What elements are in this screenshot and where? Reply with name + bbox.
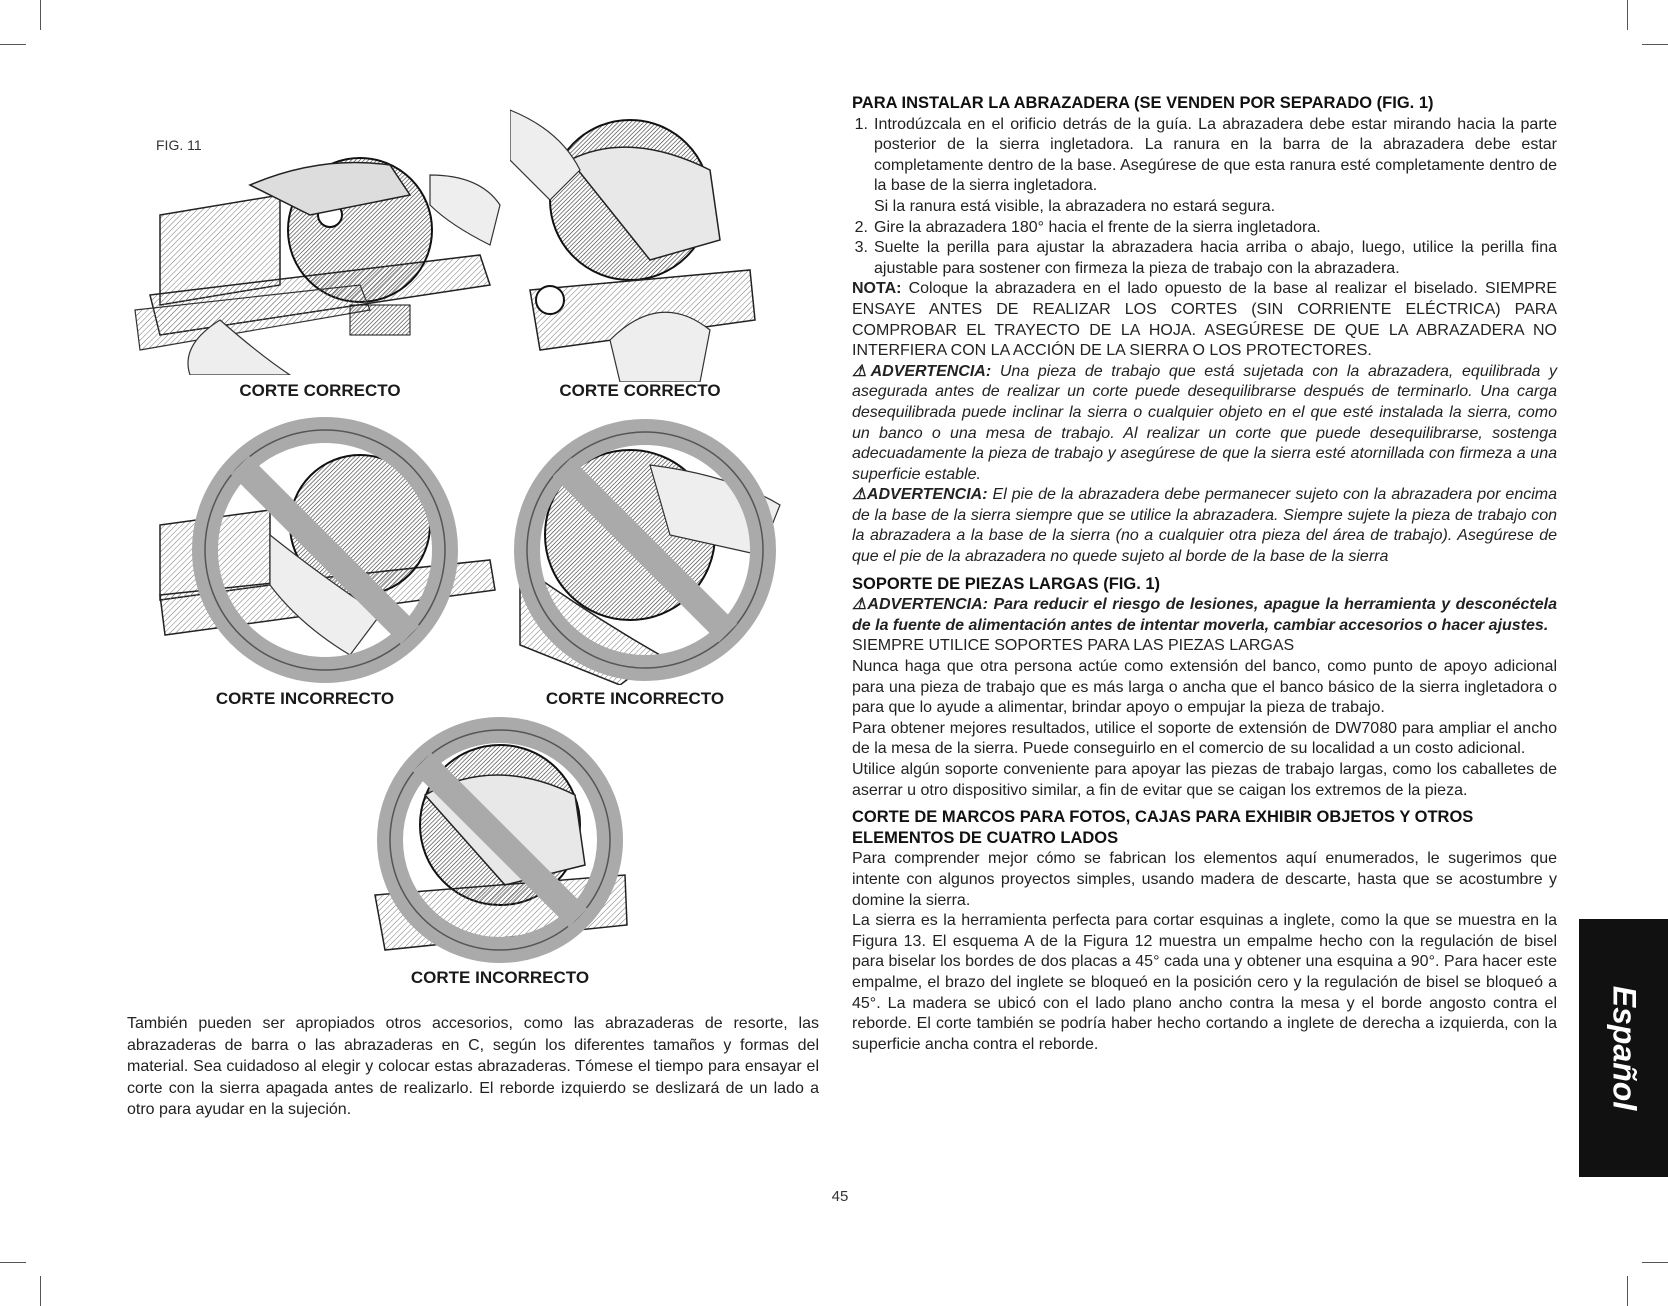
list-item	[852, 115, 1557, 197]
saw-illustration-correct-1	[130, 135, 510, 375]
warning-icon: ⚠	[852, 362, 871, 380]
warning-text: El pie de la abrazadera debe permanecer sujeto con la abrazadera por encima de la base de la sierra siempre que se utilice la abrazadera. Siempre sujete la pieza de trabajo con la abrazadera a la base de la sierra (no a cualquier otra pieza del área de trabajo). Asegúrese de que el pie de la abrazadera no quede sujeto al borde de la base de la sierra	[852, 486, 1558, 566]
crop-mark	[40, 0, 41, 30]
paragraph: SIEMPRE UTILICE SOPORTES PARA LAS PIEZAS LARGAS	[852, 637, 1295, 655]
paragraph: La sierra es la herramienta perfecta para cortar esquinas a inglete, como la que se muestra en la Figura 13. El esquema A de la Figura 12 muestra un empalme hecho con la regulación de bisel para biselar los bordes de dos placas a 45° cada una y obtener una esquina a 90°. Para hacer este empalme, el brazo del inglete se bloqueó en la posición cero y la regulación de bisel se bloqueó a 45°. La madera se ubicó con el lado plano ancho contra la mesa y el borde angosto contra el reborde. El corte también se podría haber hecho cortando a inglete de derecha a izquierda, con la superficie ancha contra el reborde.	[852, 912, 1557, 1053]
language-tab-label: Español	[1606, 985, 1642, 1111]
warning-label: ADVERTENCIA:	[866, 486, 988, 504]
warning-text: Una pieza de trabajo que está sujetada con la abrazadera, equilibrada y asegurada antes de realizar un corte puede desequilibrarse después de terminarlo. Una carga desequilibrada puede inclinar la sierra o cualquier objeto en el que esté instalada la sierra, como un banco o una mesa de trabajo. Al realizar un corte que puede desequilibrarse, sostenga adecuadamente la pieza de trabajo y asegúrese de que la sierra esté atornillada con firmeza a una superficie estable.	[852, 362, 1557, 483]
warning-paragraph	[852, 595, 1557, 636]
accessories-paragraph: También pueden ser apropiados otros accesorios, como las abrazaderas de resorte, las abrazaderas de barra o las abrazaderas en C, según los diferentes tamaños y formas del material. Sea cuidadoso al elegir y colocar estas abrazaderas. Tómese el tiempo para ensayar el corte con la sierra apagada antes de realizarlo. El reborde izquierdo se deslizará de un lado a otro para ayudar en la sujeción.	[127, 1015, 819, 1118]
paragraph: Para obtener mejores resultados, utilice el soporte de extensión de DW7080 para ampliar el ancho de la mesa de la sierra. Puede conseguirlo en el comercio de su localidad a un costo adicional.	[852, 719, 1557, 758]
crop-mark	[0, 44, 26, 45]
list-number: 3.	[854, 239, 868, 257]
caption-incorrect-2: CORTE INCORRECTO	[545, 689, 725, 708]
list-text: Introdúzcala en el orificio detrás de la guía. La abrazadera debe estar mirando hacia la parte posterior de la sierra ingletadora. La ranura en la barra de la abrazadera debe estar completamente dentro de la base. Asegúrese de que esta ranura esté completamente dentro de la base de la sierra ingletadora.	[874, 115, 1557, 195]
list-item	[852, 238, 1557, 279]
section-heading-frames: CORTE DE MARCOS PARA FOTOS, CAJAS PARA EXHIBIR OBJETOS Y OTROS ELEMENTOS DE CUATRO LADOS	[852, 808, 1474, 847]
paragraph: Nunca haga que otra persona actúe como extensión del banco, como punto de apoyo adicional para una pieza de trabajo que es más larga o ancha que el banco básico de la sierra ingletadora o para que lo ayude a alimentar, brindar apoyo o empujar la pieza de trabajo.	[852, 658, 1557, 717]
paragraph: Para comprender mejor cómo se fabrican los elementos aquí enumerados, le sugerimos que intente con algunos proyectos simples, usando madera de descarte, hasta que se acostumbre y domine la sierra.	[852, 850, 1557, 909]
note-label: NOTA:	[852, 280, 902, 298]
caption-correct-2: CORTE CORRECTO	[559, 381, 721, 400]
saw-illustration-incorrect-1	[150, 415, 500, 685]
list-number: 1.	[854, 115, 868, 133]
section-heading-long-pieces: SOPORTE DE PIEZAS LARGAS (FIG. 1)	[852, 574, 1161, 593]
note-paragraph	[852, 279, 1557, 361]
crop-mark	[1627, 1276, 1628, 1306]
note-text: Coloque la abrazadera en el lado opuesto de la base al realizar el biselado. SIEMPRE ENSAYE ANTES DE REALIZAR LOS CORTES (SIN CORRIENTE ELÉCTRICA) PARA COMPROBAR EL TRAYECTO DE LA HOJA. ASEGÚRESE DE QUE LA ABRAZADERA NO INTERFIERA CON LA ACCIÓN DE LA SIERRA O LOS PROTECTORES.	[852, 280, 1558, 360]
warning-label: ADVERTENCIA:	[870, 362, 992, 380]
language-tab	[1579, 919, 1668, 1177]
warning-icon: ⚠	[852, 486, 867, 504]
warning-paragraph	[852, 485, 1557, 567]
section-heading-install-clamp: PARA INSTALAR LA ABRAZADERA (SE VENDEN POR SEPARADO (FIG. 1)	[852, 94, 1434, 112]
warning-label: ADVERTENCIA:	[867, 596, 988, 614]
list-text: Gire la abrazadera 180° hacia el frente de la sierra ingletadora.	[874, 218, 1321, 236]
list-number: 2.	[854, 218, 868, 236]
paragraph: Utilice algún soporte conveniente para apoyar las piezas de trabajo largas, como los caballetes de aserrar u otro dispositivo similar, a fin de evitar que se caigan los extremos de la pieza.	[852, 761, 1557, 799]
warning-icon: ⚠	[852, 596, 868, 614]
caption-incorrect-3: CORTE INCORRECTO	[410, 968, 590, 987]
crop-mark	[1642, 44, 1668, 45]
figure-label: FIG. 11	[156, 137, 202, 153]
caption-incorrect-1: CORTE INCORRECTO	[215, 689, 395, 708]
caption-correct-1: CORTE CORRECTO	[239, 381, 401, 400]
page-number: 45	[831, 1188, 849, 1205]
saw-illustration-incorrect-2	[500, 415, 800, 685]
crop-mark	[1627, 0, 1628, 30]
right-column	[852, 93, 1557, 1055]
list-text: Suelte la perilla para ajustar la abrazadera hacia arriba o abajo, luego, utilice la perilla fina ajustable para sostener con firmeza la pieza de trabajo con la abrazadera.	[874, 239, 1557, 277]
crop-mark	[1642, 1262, 1668, 1263]
warning-paragraph	[852, 362, 1557, 486]
warning-text: Para reducir el riesgo de lesiones, apague la herramienta y desconéctela de la fuente de alimentación antes de intentar moverla, cambiar accesorios o hacer ajustes.	[852, 596, 1557, 634]
crop-mark	[40, 1276, 41, 1306]
saw-illustration-correct-2	[510, 90, 760, 382]
list-item	[852, 218, 1557, 239]
saw-illustration-incorrect-3	[365, 715, 635, 965]
item-note: Si la ranura está visible, la abrazadera no estará segura.	[874, 197, 1276, 215]
crop-mark	[0, 1262, 26, 1263]
